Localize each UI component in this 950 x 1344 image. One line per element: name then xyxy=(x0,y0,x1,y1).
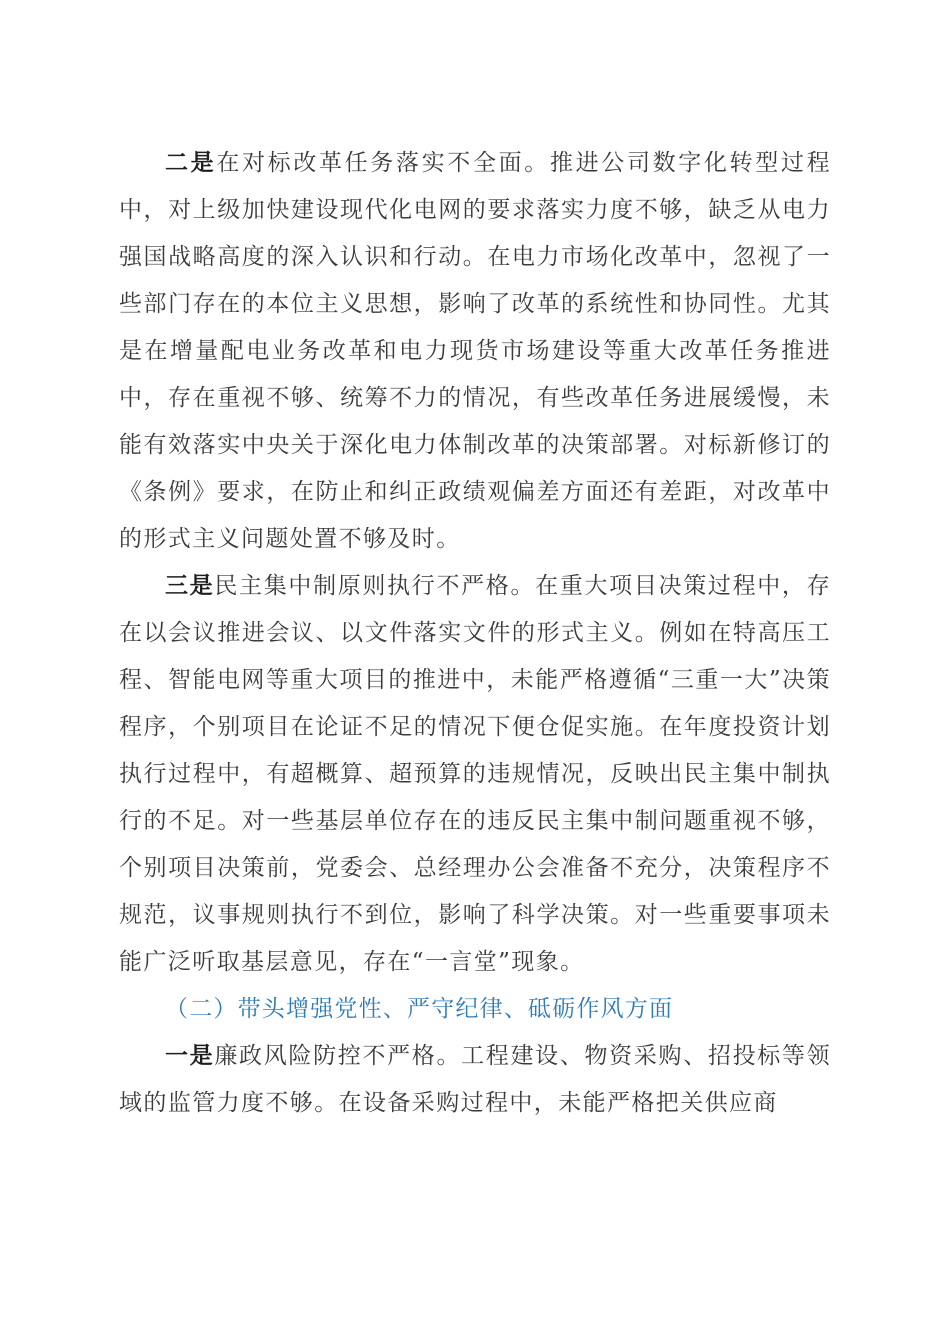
paragraph-integrity-risk xyxy=(119,1033,831,1127)
paragraph-lead: 二是 xyxy=(165,150,217,176)
paragraph-lead: 三是 xyxy=(165,573,215,599)
paragraph-text: 廉政风险防控不严格。工程建设、物资采购、招投标等领域的监管力度不够。在设备采购过程中，未能严格把关供应商 xyxy=(119,1043,831,1116)
paragraph-democratic-centralism xyxy=(119,563,831,986)
paragraph-text: 在对标改革任务落实不全面。推进公司数字化转型过程中，对上级加快建设现代化电网的要求落实力度不够，缺乏从电力强国战略高度的深入认识和行动。在电力市场化改革中，忽视了一些部门存在的本位主义思想，影响了改革的系统性和协同性。尤其是在增量配电业务改革和电力现货市场建设等重大改革任务推进中，存在重视不够、统筹不力的情况，有些改革任务进展缓慢，未能有效落实中央关于深化电力体制改革的决策部署。对标新修订的《条例》要求，在防止和纠正政绩观偏差方面还有差距，对改革中的形式主义问题处置不够及时。 xyxy=(119,150,831,552)
paragraph-lead: 一是 xyxy=(165,1043,215,1069)
section-heading: （二）带头增强党性、严守纪律、砥砺作风方面 xyxy=(165,996,674,1022)
paragraph-text: 民主集中制原则执行不严格。在重大项目决策过程中，存在以会议推进会议、以文件落实文件的形式主义。例如在特高压工程、智能电网等重大项目的推进中，未能严格遵循“三重一大”决策程序，个别项目在论证不足的情况下便仓促实施。在年度投资计划执行过程中，有超概算、超预算的违规情况，反映出民主集中制执行的不足。对一些基层单位存在的违反民主集中制问题重视不够，个别项目决策前，党委会、总经理办公会准备不充分，决策程序不规范，议事规则执行不到位，影响了科学决策。对一些重要事项未能广泛听取基层意见，存在“一言堂”现象。 xyxy=(119,573,831,975)
document-body xyxy=(119,140,831,1127)
paragraph-reform-tasks xyxy=(119,140,831,563)
